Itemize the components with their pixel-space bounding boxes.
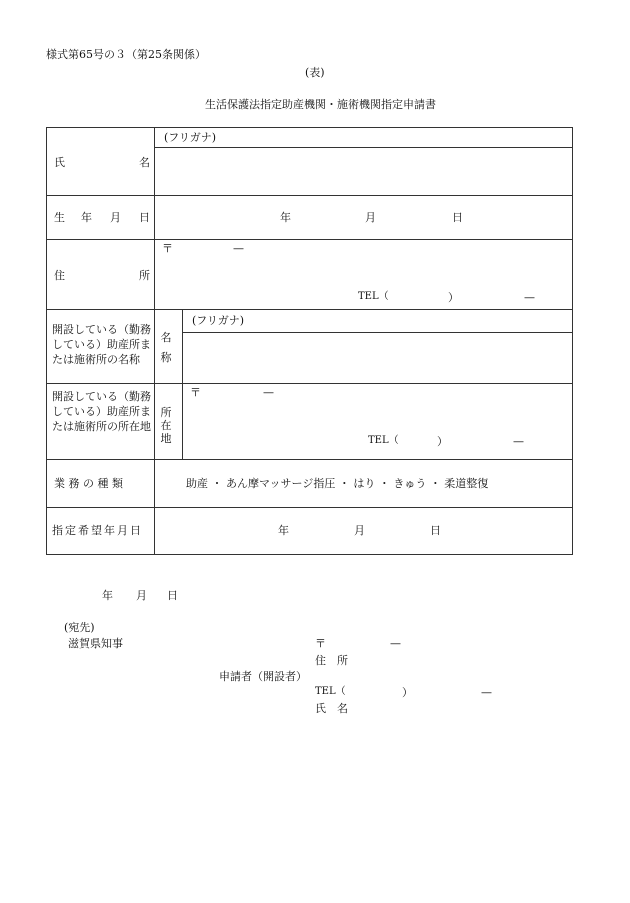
name-label-1: 氏 (54, 156, 65, 169)
form-number: 様式第65号の３（第25条関係） (46, 48, 206, 61)
applicant-tel-dash: — (481, 686, 492, 699)
birth-label-4: 日 (139, 211, 150, 224)
postal-mark: 〒 (162, 242, 173, 255)
applicant-address-label: 住 所 (315, 654, 348, 667)
name-furigana-label: (フリガナ) (164, 131, 217, 144)
desired-date-label: 指定希望年月日 (52, 524, 143, 537)
desired-day-unit: 日 (430, 524, 441, 537)
side-label: (表) (305, 66, 325, 79)
applicant-tel-close: ） (402, 686, 413, 699)
facility-address-sub-2: 在 (160, 419, 172, 432)
facility-name-sub-2: 称 (160, 351, 172, 364)
facility-address-label: 開設している（勤務している）助産所または施術所の所在地 (52, 390, 151, 433)
applicant-postal-dash: — (390, 637, 401, 650)
birth-label-1: 生 (54, 211, 65, 224)
birth-label-2: 年 (81, 211, 92, 224)
facility-name-label: 開設している（勤務している）助産所または施術所の名称 (52, 323, 151, 366)
work-type-label: 業 務 の 種 類 (54, 477, 123, 490)
facility-postal-mark: 〒 (190, 386, 201, 399)
recipient-label: (宛先) (64, 621, 95, 634)
footer-month-unit: 月 (136, 589, 147, 602)
desired-month-unit: 月 (354, 524, 365, 537)
recipient-name: 滋賀県知事 (68, 637, 123, 650)
birth-label-3: 月 (110, 211, 121, 224)
birth-month-unit: 月 (365, 211, 376, 224)
facility-name-field[interactable] (183, 333, 572, 383)
facility-address-sub-3: 地 (160, 432, 172, 445)
applicant-tel-label: TEL（ (315, 686, 346, 697)
address-label-2: 所 (139, 269, 150, 282)
facility-tel-dash: — (513, 435, 524, 448)
address-label-1: 住 (54, 269, 65, 282)
postal-dash: — (233, 242, 244, 255)
birth-day-unit: 日 (452, 211, 463, 224)
footer-year-unit: 年 (102, 589, 113, 602)
tel-dash: — (524, 291, 535, 304)
tel-label: TEL（ (358, 291, 389, 302)
facility-address-sub-1: 所 (160, 406, 172, 419)
facility-tel-label: TEL（ (368, 435, 399, 446)
work-type-options[interactable]: 助産 ・ あん摩マッサージ指圧 ・ はり ・ きゅう ・ 柔道整復 (186, 477, 489, 490)
form-title: 生活保護法指定助産機関・施術機関指定申請書 (205, 98, 436, 111)
facility-tel-close: ） (437, 435, 448, 448)
footer-day-unit: 日 (167, 589, 178, 602)
application-table (46, 127, 573, 555)
name-label-2: 名 (139, 156, 150, 169)
tel-close: ） (448, 291, 459, 304)
applicant-name-label: 氏 名 (315, 702, 348, 715)
desired-year-unit: 年 (278, 524, 289, 537)
name-field[interactable] (155, 148, 572, 195)
birth-year-unit: 年 (280, 211, 291, 224)
facility-name-sub-1: 名 (160, 331, 172, 344)
facility-furigana-label: (フリガナ) (192, 314, 245, 327)
facility-postal-dash: — (263, 386, 274, 399)
applicant-label: 申請者（開設者） (219, 670, 307, 683)
applicant-postal-mark: 〒 (315, 637, 326, 650)
